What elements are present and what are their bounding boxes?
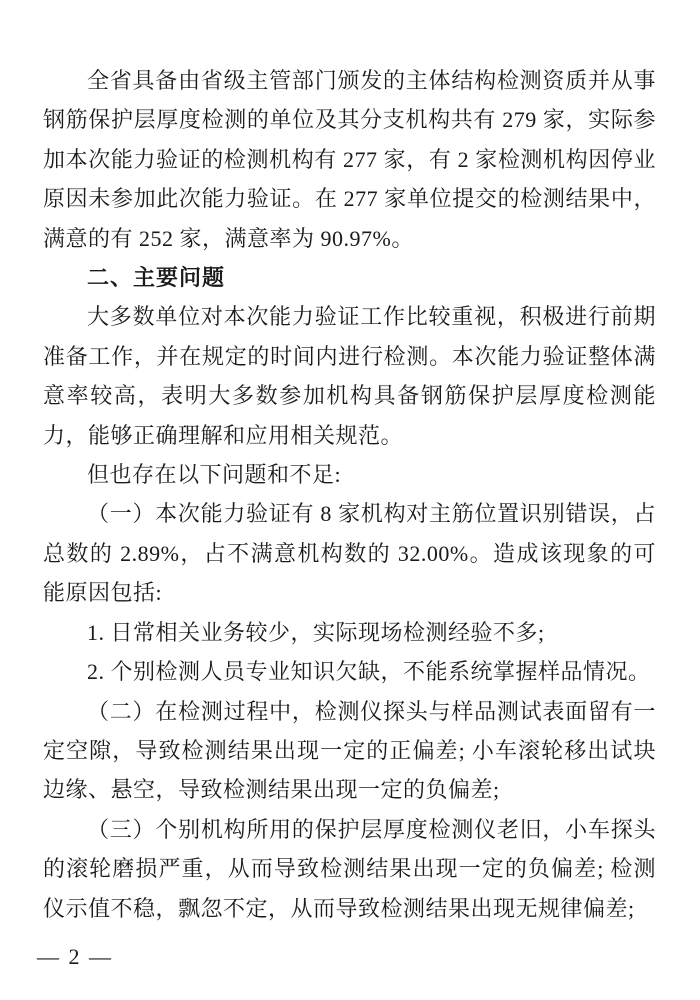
list-item-reason-1: 1. 日常相关业务较少，实际现场检测经验不多;	[87, 619, 545, 645]
paragraph-participation-stats: 全省具备由省级主管部门颁发的主体结构检测资质并从事钢筋保护层厚度检测的单位及其分支机构共有 279 家，实际参加本次能力验证的检测机构有 277 家，有 2 家检测机构因停业原因未参加此次能力验证。在 277 家单位提交的检测结果中，满意的有 252 家，满意率为 90.97%。	[43, 68, 656, 251]
document-body	[43, 61, 656, 928]
paragraph-problems-intro: 但也存在以下问题和不足:	[87, 462, 342, 488]
paragraph-overall-assessment: 大多数单位对本次能力验证工作比较重视，积极进行前期准备工作，并在规定的时间内进行检测。本次能力验证整体满意率较高，表明大多数参加机构具备钢筋保护层厚度检测能力，能够正确理解和应用相关规范。	[43, 304, 656, 448]
list-item-reason-2: 2. 个别检测人员专业知识欠缺，不能系统掌握样品情况。	[87, 659, 651, 685]
page-number: — 2 —	[37, 944, 113, 969]
paragraph-problem-three: （三）个别机构所用的保护层厚度检测仪老旧，小车探头的滚轮磨损严重，从而导致检测结果出现一定的负偏差; 检测仪示值不稳，飘忽不定，从而导致检测结果出现无规律偏差;	[43, 816, 656, 921]
paragraph-problem-two: （二）在检测过程中，检测仪探头与样品测试表面留有一定空隙，导致检测结果出现一定的正偏差; 小车滚轮移出试块边缘、悬空，导致检测结果出现一定的负偏差;	[43, 698, 656, 803]
paragraph-problem-one: （一）本次能力验证有 8 家机构对主筋位置识别错误，占总数的 2.89%，占不满意机构数的 32.00%。造成该现象的可能原因包括:	[43, 501, 656, 606]
section-heading-main-problems: 二、主要问题	[87, 265, 226, 291]
